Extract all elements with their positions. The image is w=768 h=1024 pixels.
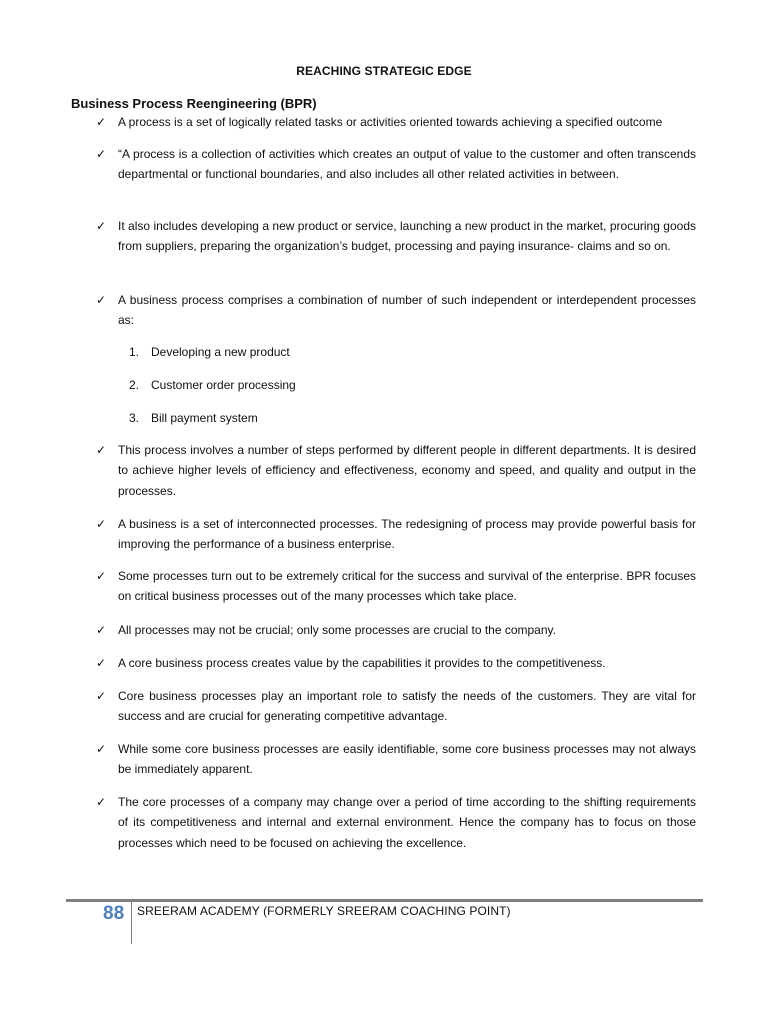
sub-list-text: Customer order processing — [151, 378, 296, 392]
check-icon: ✓ — [96, 147, 107, 161]
check-icon: ✓ — [96, 569, 107, 583]
section-heading: Business Process Reengineering (BPR) — [71, 96, 317, 111]
check-icon: ✓ — [96, 742, 107, 756]
bullet-text: Core business processes play an important role to satisfy the needs of the customers. They are vital for success and are crucial for generating competitive advantage. — [118, 689, 696, 724]
sub-list-number: 1. — [129, 345, 140, 359]
footer-divider — [66, 899, 703, 902]
sub-list-number: 3. — [129, 411, 140, 425]
bullet-text: While some core business processes are easily identifiable, some core business processes may not always be immediately apparent. — [118, 742, 696, 777]
bullet-text: A business is a set of interconnected processes. The redesigning of process may provide powerful basis for improving the performance of a business enterprise. — [118, 517, 696, 552]
check-icon: ✓ — [96, 219, 107, 233]
bullet-text: It also includes developing a new product or service, launching a new product in the market, procuring goods from suppliers, preparing the organization’s budget, processing and paying insurance- claims and so on. — [118, 219, 696, 254]
check-icon: ✓ — [96, 115, 107, 129]
bullet-text: A core business process creates value by the capabilities it provides to the competitiveness. — [118, 656, 606, 670]
footer-text: SREERAM ACADEMY (FORMERLY SREERAM COACHING POINT) — [137, 904, 511, 918]
sub-list-number: 2. — [129, 378, 140, 392]
check-icon: ✓ — [96, 795, 107, 809]
check-icon: ✓ — [96, 293, 107, 307]
bullet-text: All processes may not be crucial; only some processes are crucial to the company. — [118, 623, 556, 637]
bullet-text: A process is a set of logically related tasks or activities oriented towards achieving a specified outcome — [118, 115, 663, 129]
bullet-text: This process involves a number of steps performed by different people in different departments. It is desired to achieve higher levels of efficiency and effectiveness, economy and speed, and quality and output in the processes. — [118, 443, 696, 498]
check-icon: ✓ — [96, 656, 107, 670]
check-icon: ✓ — [96, 517, 107, 531]
sub-list-item — [129, 408, 258, 428]
check-icon: ✓ — [96, 623, 107, 637]
sub-list-item — [129, 342, 290, 362]
sub-list-item — [129, 375, 296, 395]
page-number: 88 — [103, 903, 125, 924]
check-icon: ✓ — [96, 689, 107, 703]
check-icon: ✓ — [96, 443, 107, 457]
footer-vertical-divider — [131, 902, 132, 944]
sub-list-text: Developing a new product — [151, 345, 290, 359]
page-title: REACHING STRATEGIC EDGE — [296, 64, 472, 78]
bullet-text: Some processes turn out to be extremely critical for the success and survival of the enterprise. BPR focuses on critical business processes out of the many processes which take place. — [118, 569, 696, 604]
bullet-text: A business process comprises a combination of number of such independent or interdependent processes as: — [118, 293, 696, 328]
bullet-text: The core processes of a company may change over a period of time according to the shifting requirements of its competitiveness and internal and external environment. Hence the company has to focus on those processes which need to be focused on achieving the excellence. — [118, 795, 696, 850]
sub-list-text: Bill payment system — [151, 411, 258, 425]
bullet-text: “A process is a collection of activities which creates an output of value to the customer and often transcends departmental or functional boundaries, and also includes all other related activities in between. — [118, 147, 696, 182]
